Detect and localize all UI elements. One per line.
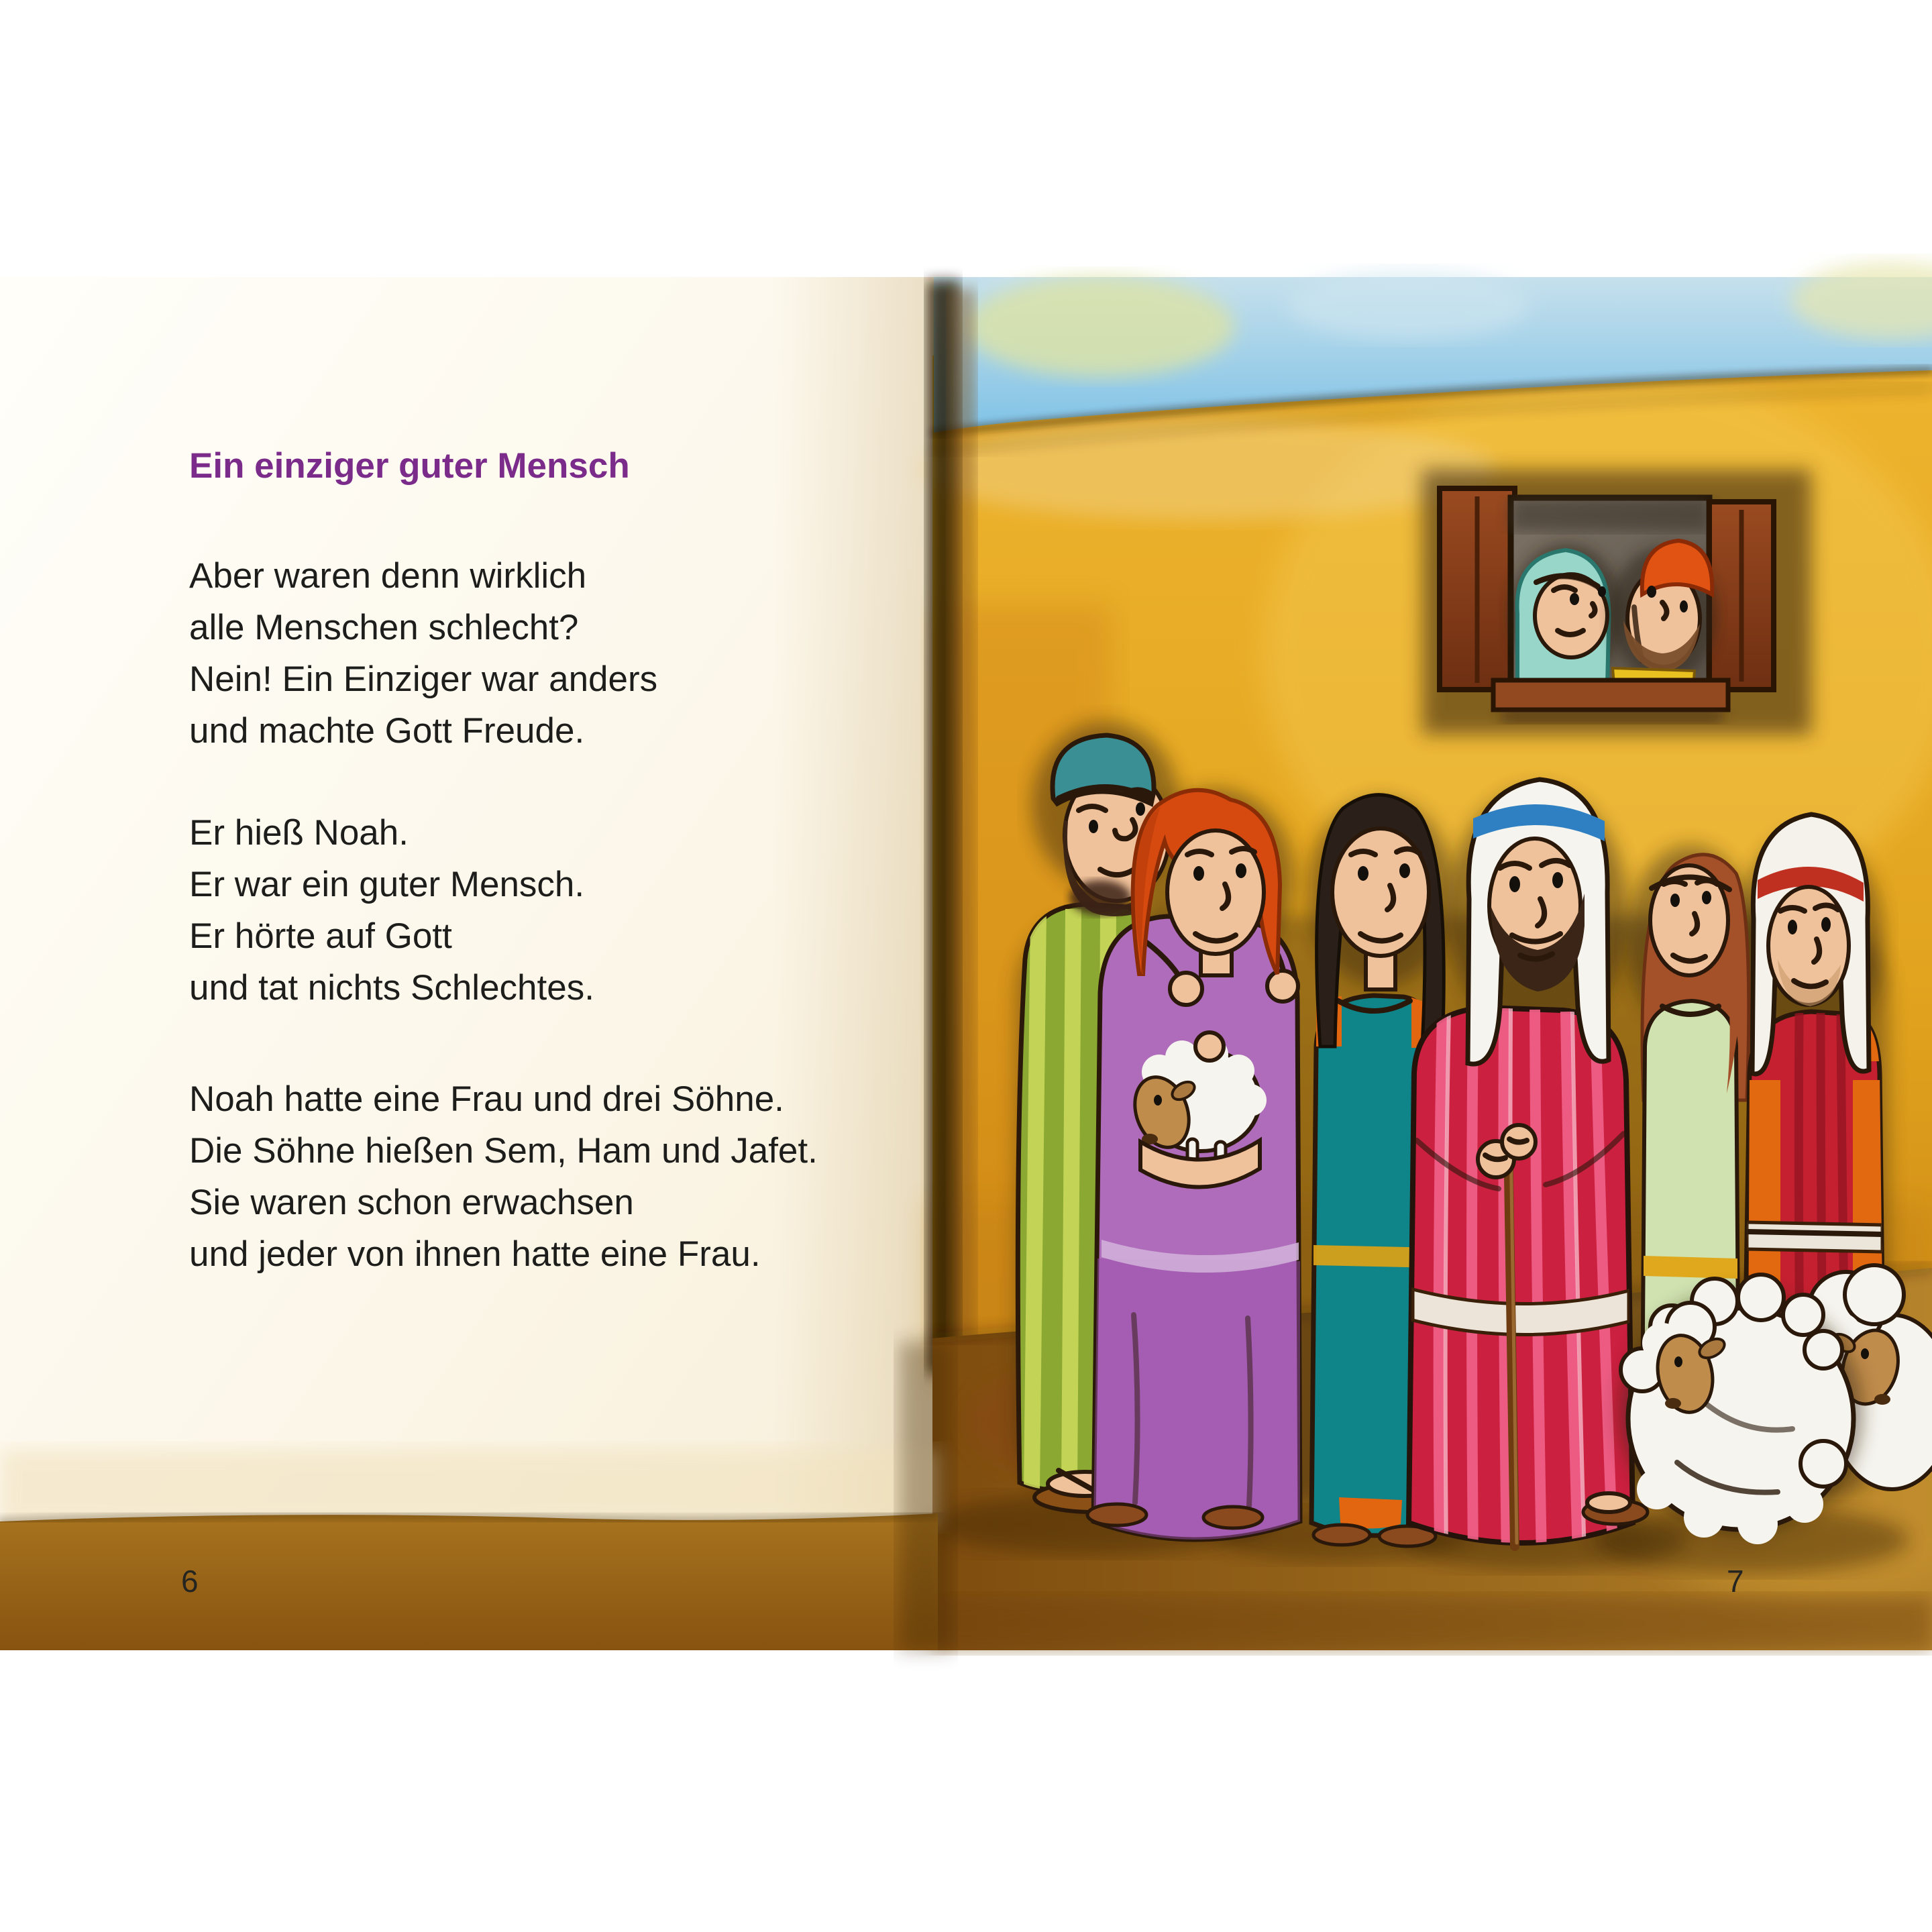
- text-line: Er war ein guter Mensch.: [189, 865, 585, 904]
- paragraph-1: [189, 550, 657, 757]
- text-line: Nein! Ein Einziger war anders: [189, 659, 658, 699]
- text-line: alle Menschen schlecht?: [189, 608, 579, 647]
- window-sill: [1493, 680, 1728, 710]
- window: [1422, 470, 1811, 735]
- text-line: Er hörte auf Gott: [189, 916, 452, 956]
- text-line: Er hieß Noah.: [189, 813, 409, 853]
- paragraph-3: [189, 1073, 818, 1280]
- text-line: Die Söhne hießen Sem, Ham und Jafet.: [189, 1131, 818, 1171]
- text-line: und tat nichts Schlechtes.: [189, 968, 594, 1008]
- paragraph-2: [189, 807, 594, 1014]
- page-number-left: 6: [181, 1564, 199, 1599]
- text-line: Noah hatte eine Frau und drei Söhne.: [189, 1079, 784, 1119]
- text-line: Sie waren schon erwachsen: [189, 1183, 634, 1222]
- text-line: und jeder von ihnen hatte eine Frau.: [189, 1234, 761, 1274]
- text-line: Aber waren denn wirklich: [189, 556, 587, 596]
- page-number-right: 7: [1727, 1564, 1744, 1599]
- window-woman: [1509, 543, 1623, 686]
- chapter-heading: Ein einziger guter Mensch: [189, 446, 630, 486]
- text-line: und machte Gott Freude.: [189, 711, 585, 751]
